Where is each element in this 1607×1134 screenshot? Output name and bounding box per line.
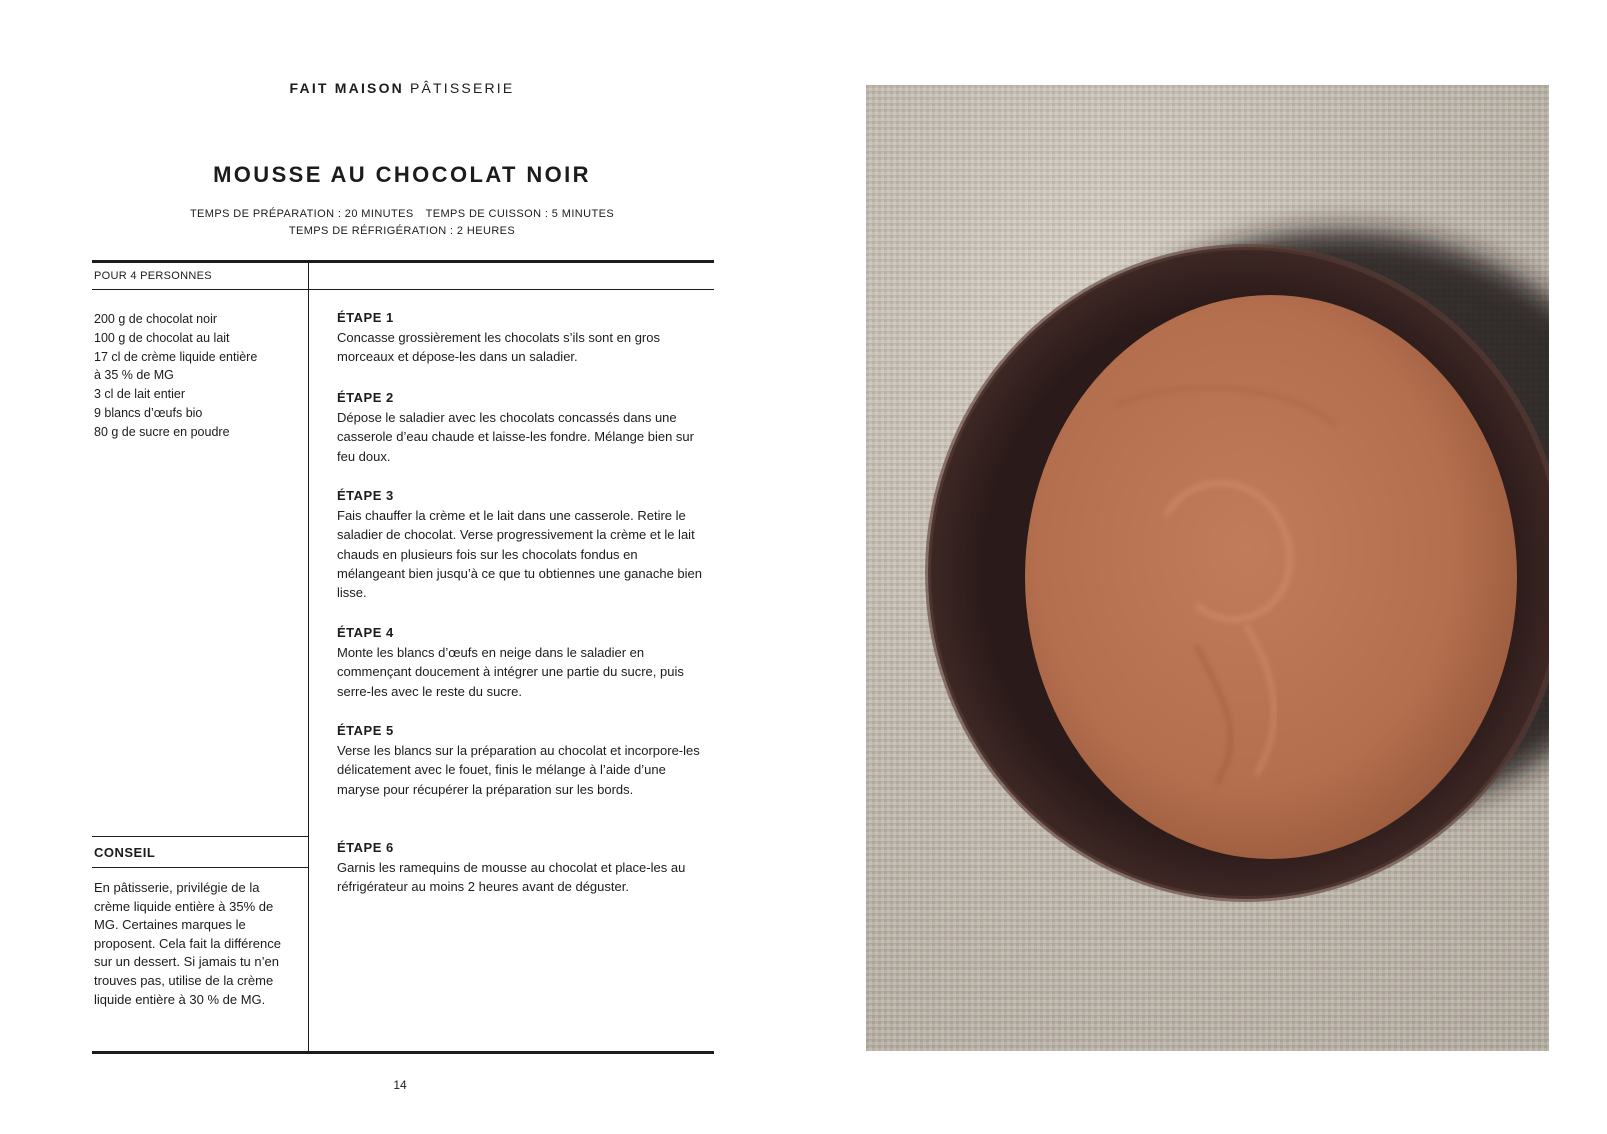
ingredient-item: 80 g de sucre en poudre — [94, 424, 230, 439]
chocolate-mousse-photo — [866, 85, 1549, 1051]
ingredient-item: 17 cl de crème liquide entière — [94, 349, 258, 364]
book-brand: FAIT MAISON — [289, 80, 404, 96]
mousse-surface — [1025, 295, 1517, 859]
column-divider — [308, 263, 309, 1051]
prep-time: TEMPS DE PRÉPARATION : 20 MINUTES — [189, 208, 414, 220]
step-text: Concasse grossièrement les chocolats s’ils sont en gros morceaux et dépose-les dans un saladier. — [337, 330, 660, 365]
conseil-text: En pâtisserie, privilégie de la crème liquide entière à 35% de MG. Certaines marques le proposent. Cela fait la différence sur un dessert. Si jamais tu n’en trouves pas, utilise de la crème liquide entière à 30 % de MG. — [94, 880, 281, 1007]
cook-time: TEMPS DE CUISSON : 5 MINUTES — [425, 208, 615, 220]
running-header — [92, 80, 712, 96]
table-bottom-rule — [92, 1051, 714, 1054]
ingredient-item: 3 cl de lait entier — [94, 387, 186, 402]
step-title: ÉTAPE 6 — [337, 840, 394, 855]
step-text: Garnis les ramequins de mousse au chocolat et place-les au réfrigérateur au moins 2 heures avant de déguster. — [337, 860, 686, 895]
step-2 — [337, 390, 707, 466]
step-text: Verse les blancs sur la préparation au chocolat et incorpore-les délicatement avec le fouet, finis le mélange à l’aide d’une maryse pour récupérer la préparation sur les bords. — [337, 743, 700, 797]
step-title: ÉTAPE 4 — [337, 625, 394, 640]
table-header-rule — [92, 289, 714, 290]
ingredients-list — [94, 310, 299, 442]
step-text: Dépose le saladier avec les chocolats concassés dans une casserole d’eau chaude et laisse-les fondre. Mélange bien sur feu doux. — [337, 410, 694, 464]
conseil-bottom-rule — [92, 867, 309, 868]
ingredient-item: 100 g de chocolat au lait — [94, 330, 230, 345]
conseil-title: CONSEIL — [94, 845, 156, 860]
ingredient-item: 9 blancs d’œufs bio — [94, 405, 203, 420]
step-title: ÉTAPE 2 — [337, 390, 394, 405]
recipe-title: MOUSSE AU CHOCOLAT NOIR — [213, 162, 591, 187]
step-text: Fais chauffer la crème et le lait dans une casserole. Retire le saladier de chocolat. Verse progressivement la crème et le lait chauds en plusieurs fois sur les chocolats fondus en mélangeant bien jusqu’à ce que tu obtiennes une ganache bien lisse. — [337, 508, 703, 601]
step-4 — [337, 625, 707, 701]
ingredient-item: 200 g de chocolat noir — [94, 312, 218, 326]
servings-label: POUR 4 PERSONNES — [94, 270, 212, 282]
step-1 — [337, 310, 707, 367]
step-title: ÉTAPE 1 — [337, 310, 394, 325]
ingredient-item: à 35 % de MG — [94, 368, 174, 383]
conseil-top-rule — [92, 836, 309, 837]
step-text: Monte les blancs d’œufs en neige dans le saladier en commençant doucement à intégrer une partie du sucre, puis serre-les avec le reste du sucre. — [337, 645, 684, 699]
page-number: 14 — [393, 1078, 407, 1092]
chill-time: TEMPS DE RÉFRIGÉRATION : 2 HEURES — [288, 225, 516, 237]
table-top-rule — [92, 260, 714, 263]
step-5 — [337, 723, 707, 799]
step-3 — [337, 488, 707, 602]
step-title: ÉTAPE 3 — [337, 488, 394, 503]
book-section: PÂTISSERIE — [409, 80, 515, 96]
step-title: ÉTAPE 5 — [337, 723, 394, 738]
recipe-times — [92, 206, 712, 240]
step-6 — [337, 840, 707, 897]
